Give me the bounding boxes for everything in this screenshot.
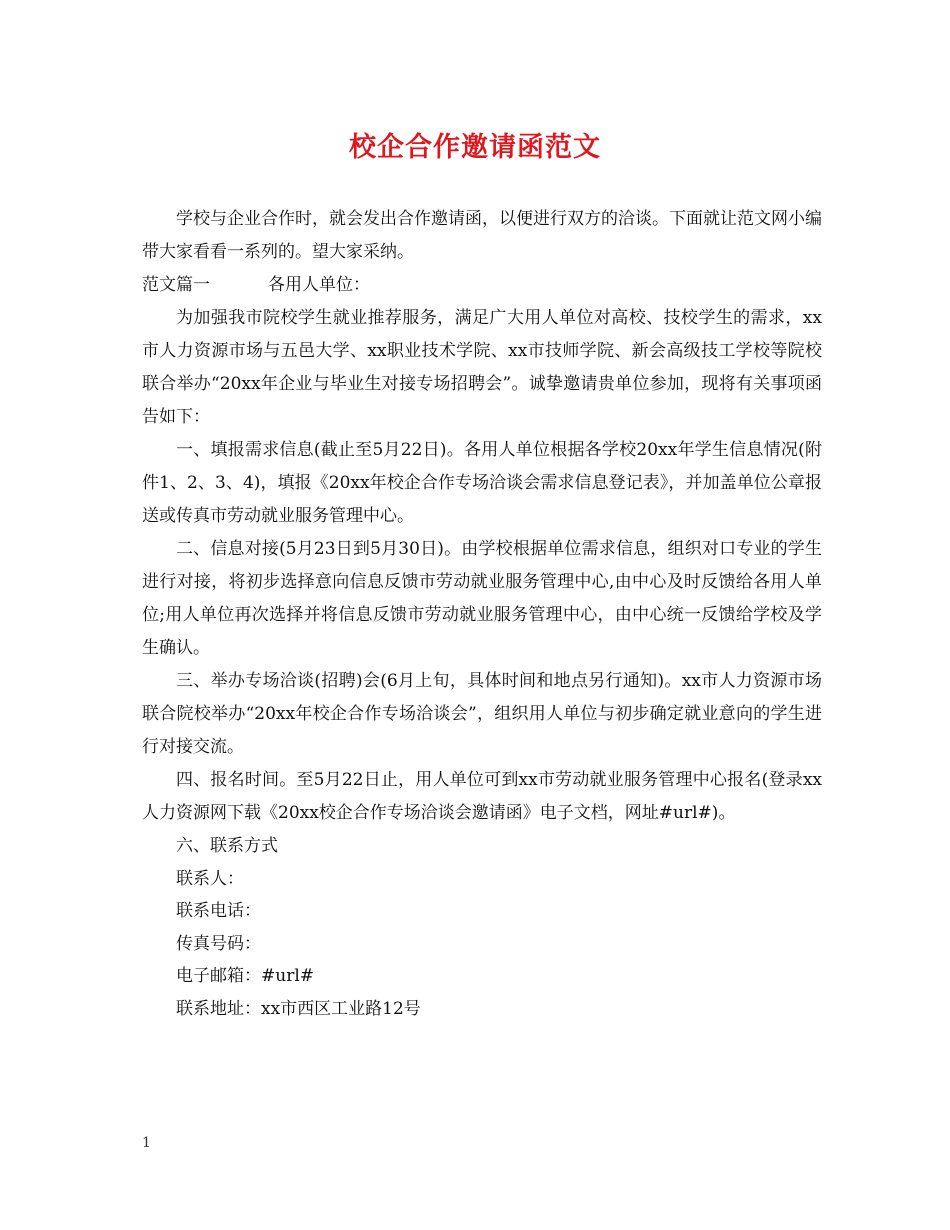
section-heading-line	[142, 269, 822, 302]
salutation: 各用人单位：	[268, 275, 370, 295]
intro-paragraph: 学校与企业合作时，就会发出合作邀请函，以便进行双方的洽谈。下面就让范文网小编带大家看看一系列的。望大家采纳。	[142, 209, 822, 262]
section-label: 范文篇一	[142, 275, 210, 295]
contact-email: 电子邮箱：#url#	[176, 966, 315, 986]
contact-fax: 传真号码：	[176, 933, 261, 954]
body-paragraph: 一、填报需求信息(截止至5月22日)。各用人单位根据各学校20xx年学生信息情况(附件1、2、3、4)，填报《20xx年校企合作专场洽谈会需求信息登记表》，并加盖单位公章报送或传真市劳动就业服务管理中心。	[142, 440, 822, 526]
body-paragraph: 四、报名时间。至5月22日止，用人单位可到xx市劳动就业服务管理中心报名(登录xx人力资源网下载《20xx校企合作专场洽谈会邀请函》电子文档，网址#url#)。	[142, 770, 822, 823]
contact-person: 联系人：	[176, 868, 244, 889]
body-paragraph: 二、信息对接(5月23日到5月30日)。由学校根据单位需求信息，组织对口专业的学生进行对接，将初步选择意向信息反馈市劳动就业服务管理中心,由中心及时反馈给各用人单位;用人单位再次选择并将信息反馈市劳动就业服务管理中心，由中心统一反馈给学校及学生确认。	[142, 539, 822, 658]
document-body	[142, 203, 822, 1025]
contact-heading: 六、联系方式	[176, 836, 278, 856]
page-number: 1	[142, 1135, 151, 1151]
contact-phone: 联系电话：	[176, 901, 261, 921]
document-title: 校企合作邀请函范文	[349, 132, 601, 163]
body-paragraph: 三、举办专场洽谈(招聘)会(6月上旬，具体时间和地点另行通知)。xx市人力资源市场联合院校举办“20xx年校企合作专场洽谈会”，组织用人单位与初步确定就业意向的学生进行对接交流。	[142, 671, 822, 757]
contact-address: 联系地址：xx市西区工业路12号	[176, 998, 421, 1019]
body-paragraph: 为加强我市院校学生就业推荐服务，满足广大用人单位对高校、技校学生的需求，xx市人力资源市场与五邑大学、xx职业技术学院、xx市技师学院、新会高级技工学校等院校联合举办“20xx年企业与毕业生对接专场招聘会”。诚挚邀请贵单位参加，现将有关事项函告如下：	[142, 308, 822, 427]
